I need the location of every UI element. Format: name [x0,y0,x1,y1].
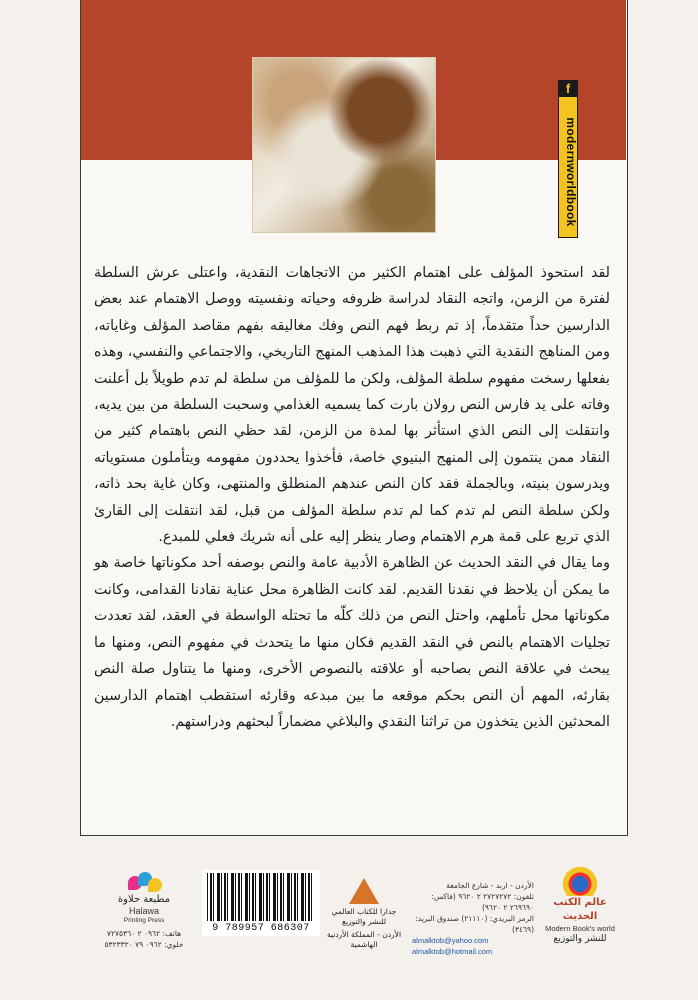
printer-logo-icon [124,872,164,894]
globe-logo-icon [558,866,602,896]
publisher-mid-sub: الأردن - المملكة الأردنية الهاشمية [326,930,402,949]
publisher-contact [412,880,534,957]
blurb-paragraph-2: وما يقال في النقد الحديث عن الظاهرة الأدبية عامة والنص بوصفه أحد مكوناتها خاصة هو ما يمكن أن يلاحظ في نقدنا القديم. لقد كانت الظاهرة محل عناية نقادنا القدامى، وكانت مكوناتها محل تأملهم، واحتل النص من ذلك كلّه ما تحتله الواسطة في العقد، لقد تعددت تجليات الاهتمام بالنص في النقد القديم فكان منها ما يتحدث في مفهوم النص، ومنها ما يبحث في علاقة النص بصاحبه أو علاقته بالنصوص الأخرى، ومنها ما يتناول صلة النص بقارئه، المهم أن النص بحكم موقعه ما بين مبدعه وقارئه استقطب اهتمام الدارسين المحدثين الذين يتخذون من تراثنا النقدي والبلاغي مضماراً لبحثهم ودراستهم. [94,555,610,730]
contact-email-2[interactable]: almalktob@hotmail.com [412,947,493,956]
contact-po: الرمز البريدي: (٢١١١٠) صندوق البريد: (٣٤٦٩) [415,914,534,934]
facebook-icon: f [559,81,577,97]
back-cover-blurb [94,260,610,735]
contact-phone: تلفون: ٢٧٢٧٢٧٢ ٢ ٩٦٢٠ (فاكس: ٢٦٩٦٩٠ ٢ ٩٦٢٠) [431,892,534,912]
isbn-number: 9 789957 686307 [212,923,310,934]
publisher-logo-icon [349,878,379,904]
publisher-mid-name: جدارا للكتاب العالمي للنشر والتوزيع [331,907,397,926]
contact-address: الأردن - اربد - شارع الجامعة [446,881,534,890]
contact-email-1[interactable]: almalktob@yahoo.com [412,936,489,945]
modern-books-world-block [540,866,620,945]
printer-name-ar: مطبعة حلاوة [117,894,171,905]
facebook-handle: modernworldbook [564,117,578,227]
publisher-main-name-ar: عالم الكتب الحديث [553,897,607,922]
printer-mobile: خلوي: ٠٩٦٢ ٧٩ ٥٣٢٣٣٢٠ [104,940,184,949]
printer-block [104,872,184,950]
jadara-publisher-block [324,878,404,950]
barcode-bars [207,873,315,921]
printer-name-en: Halawa [128,906,159,916]
publisher-main-sub-ar: للنشر والتوزيع [553,934,607,944]
publisher-main-name-en: Modern Book's world [545,924,615,933]
facebook-tag[interactable] [558,80,578,238]
blurb-paragraph-1: لقد استحوذ المؤلف على اهتمام الكثير من الاتجاهات النقدية، واعتلى عرش السلطة لفترة من الزمن، واتجه النقاد لدراسة ظروفه وحياته ونفسيته ووصل الاهتمام عند بعض الدارسين حداً متقدماً، إذ تم ربط فهم النص وفك مغاليقه بفهم مقاصد المؤلف وغاياته، ومن المناهج النقدية التي ذهبت هذا المذهب المنهج التاريخي، والاجتماعي والنفسي، وهذه بفعلها رسخت مفهوم سلطة المؤلف، ولكن ما للمؤلف من سلطة لم تدم طويلاً بل أعلنت وفاته على يد فارس النص رولان بارت كما يسميه الغذامي وسحبت السلطة من بين يديه، وانتقلت إلى النص الذي استأثر بها لمدة من الزمن، لقد حظي النص باهتمام كثير من النقاد ممن ينتمون إلى المنهج البنيوي خاصة، فأخذوا يحددون مفهومه ويتأملون مستوياته ويدرسون بنيته، وبالجملة فقد كان النص عندهم المنطلق والمنتهى، وكان غاية بحد ذاته، ولكن سلطة النص لم تدم كما لم تدم سلطة المؤلف من قبل، لقد انتقلت إلى القارئ الذي تربع على قمة هرم الاهتمام وصار ينظر إليه على أنه شريك فعلي للمبدع. [94,265,610,546]
printer-sub-en: Printing Press [123,917,165,924]
isbn-barcode [202,870,320,936]
printer-phone: هاتف: ٠٩٦٢ ٢ ٧٢٧٥٣٦٠ [106,929,182,938]
cover-artwork-image [253,58,435,232]
